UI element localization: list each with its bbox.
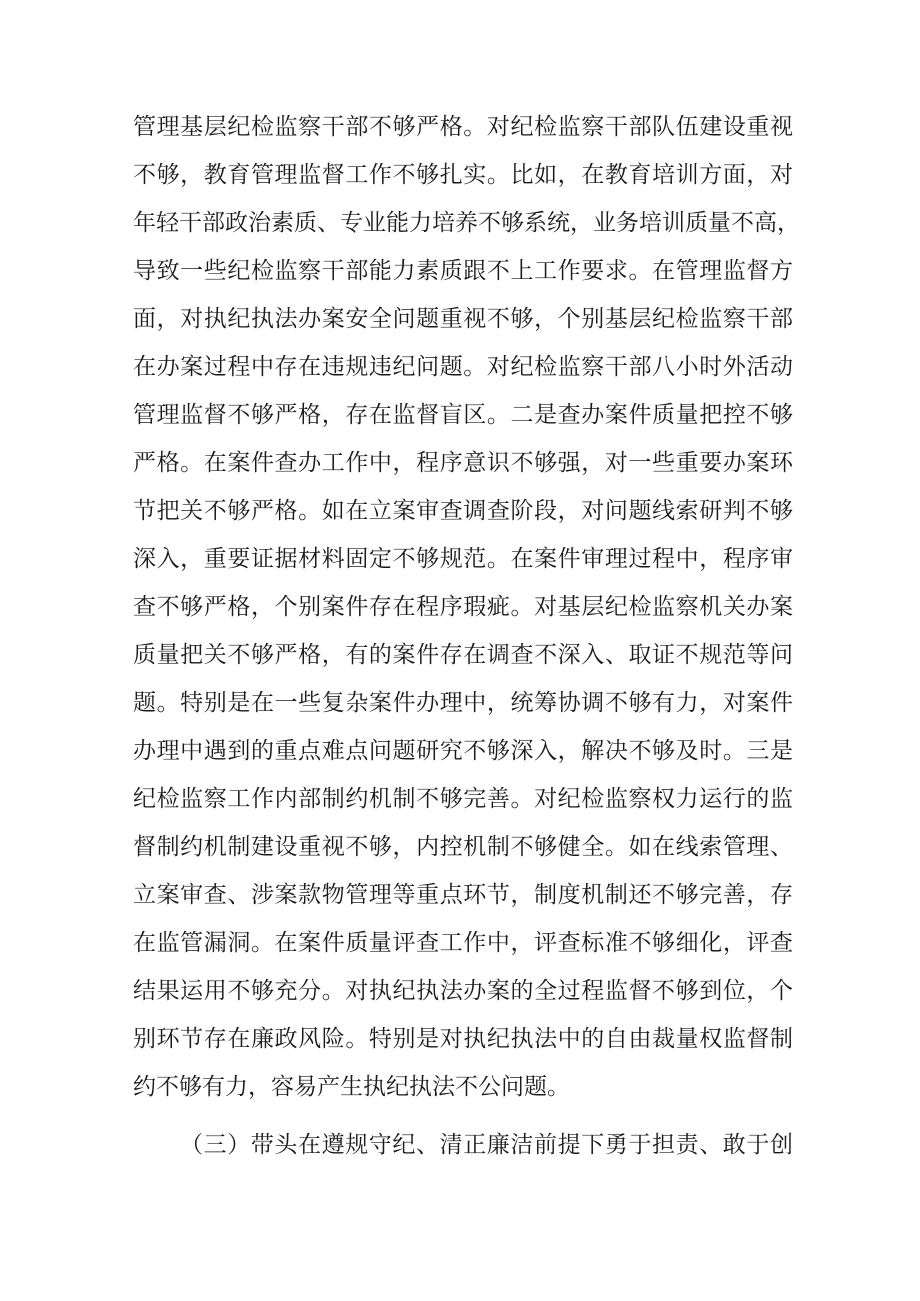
text-line: 质量把关不够严格，有的案件存在调查不深入、取证不规范等问 xyxy=(133,642,793,668)
text-line: 立案审查、涉案款物管理等重点环节，制度机制还不够完善，存 xyxy=(133,882,793,908)
text-line: 节把关不够严格。如在立案审查调查阶段，对问题线索研判不够 xyxy=(133,498,793,524)
text-line: 督制约机制建设重视不够，内控机制不够健全。如在线索管理、 xyxy=(133,834,793,860)
text-line: 管理基层纪检监察干部不够严格。对纪检监察干部队伍建设重视 xyxy=(133,114,793,140)
text-line: 办理中遇到的重点难点问题研究不够深入，解决不够及时。三是 xyxy=(133,738,793,764)
text-line: 约不够有力，容易产生执纪执法不公问题。 xyxy=(133,1074,570,1100)
text-line: 别环节存在廉政风险。特别是对执纪执法中的自由裁量权监督制 xyxy=(133,1026,793,1052)
text-line: 面，对执纪执法办案安全问题重视不够，个别基层纪检监察干部 xyxy=(133,306,793,332)
section-heading: （三）带头在遵规守纪、清正廉洁前提下勇于担责、敢于创 xyxy=(180,1132,793,1158)
text-line: 不够，教育管理监督工作不够扎实。比如，在教育培训方面，对 xyxy=(133,162,793,188)
text-line: 在办案过程中存在违规违纪问题。对纪检监察干部八小时外活动 xyxy=(133,354,793,380)
text-line: 查不够严格，个别案件存在程序瑕疵。对基层纪检监察机关办案 xyxy=(133,594,793,620)
text-line: 年轻干部政治素质、专业能力培养不够系统，业务培训质量不高， xyxy=(133,210,800,236)
text-line: 管理监督不够严格，存在监督盲区。二是查办案件质量把控不够 xyxy=(133,402,793,428)
text-line: 严格。在案件查办工作中，程序意识不够强，对一些重要办案环 xyxy=(133,450,793,476)
text-line: 题。特别是在一些复杂案件办理中，统筹协调不够有力，对案件 xyxy=(133,690,793,716)
text-line: 纪检监察工作内部制约机制不够完善。对纪检监察权力运行的监 xyxy=(133,786,793,812)
text-line: 导致一些纪检监察干部能力素质跟不上工作要求。在管理监督方 xyxy=(133,258,793,284)
text-line: 深入，重要证据材料固定不够规范。在案件审理过程中，程序审 xyxy=(133,546,793,572)
text-line: 结果运用不够充分。对执纪执法办案的全过程监督不够到位，个 xyxy=(133,978,793,1004)
text-line: 在监管漏洞。在案件质量评查工作中，评查标准不够细化，评查 xyxy=(133,930,793,956)
